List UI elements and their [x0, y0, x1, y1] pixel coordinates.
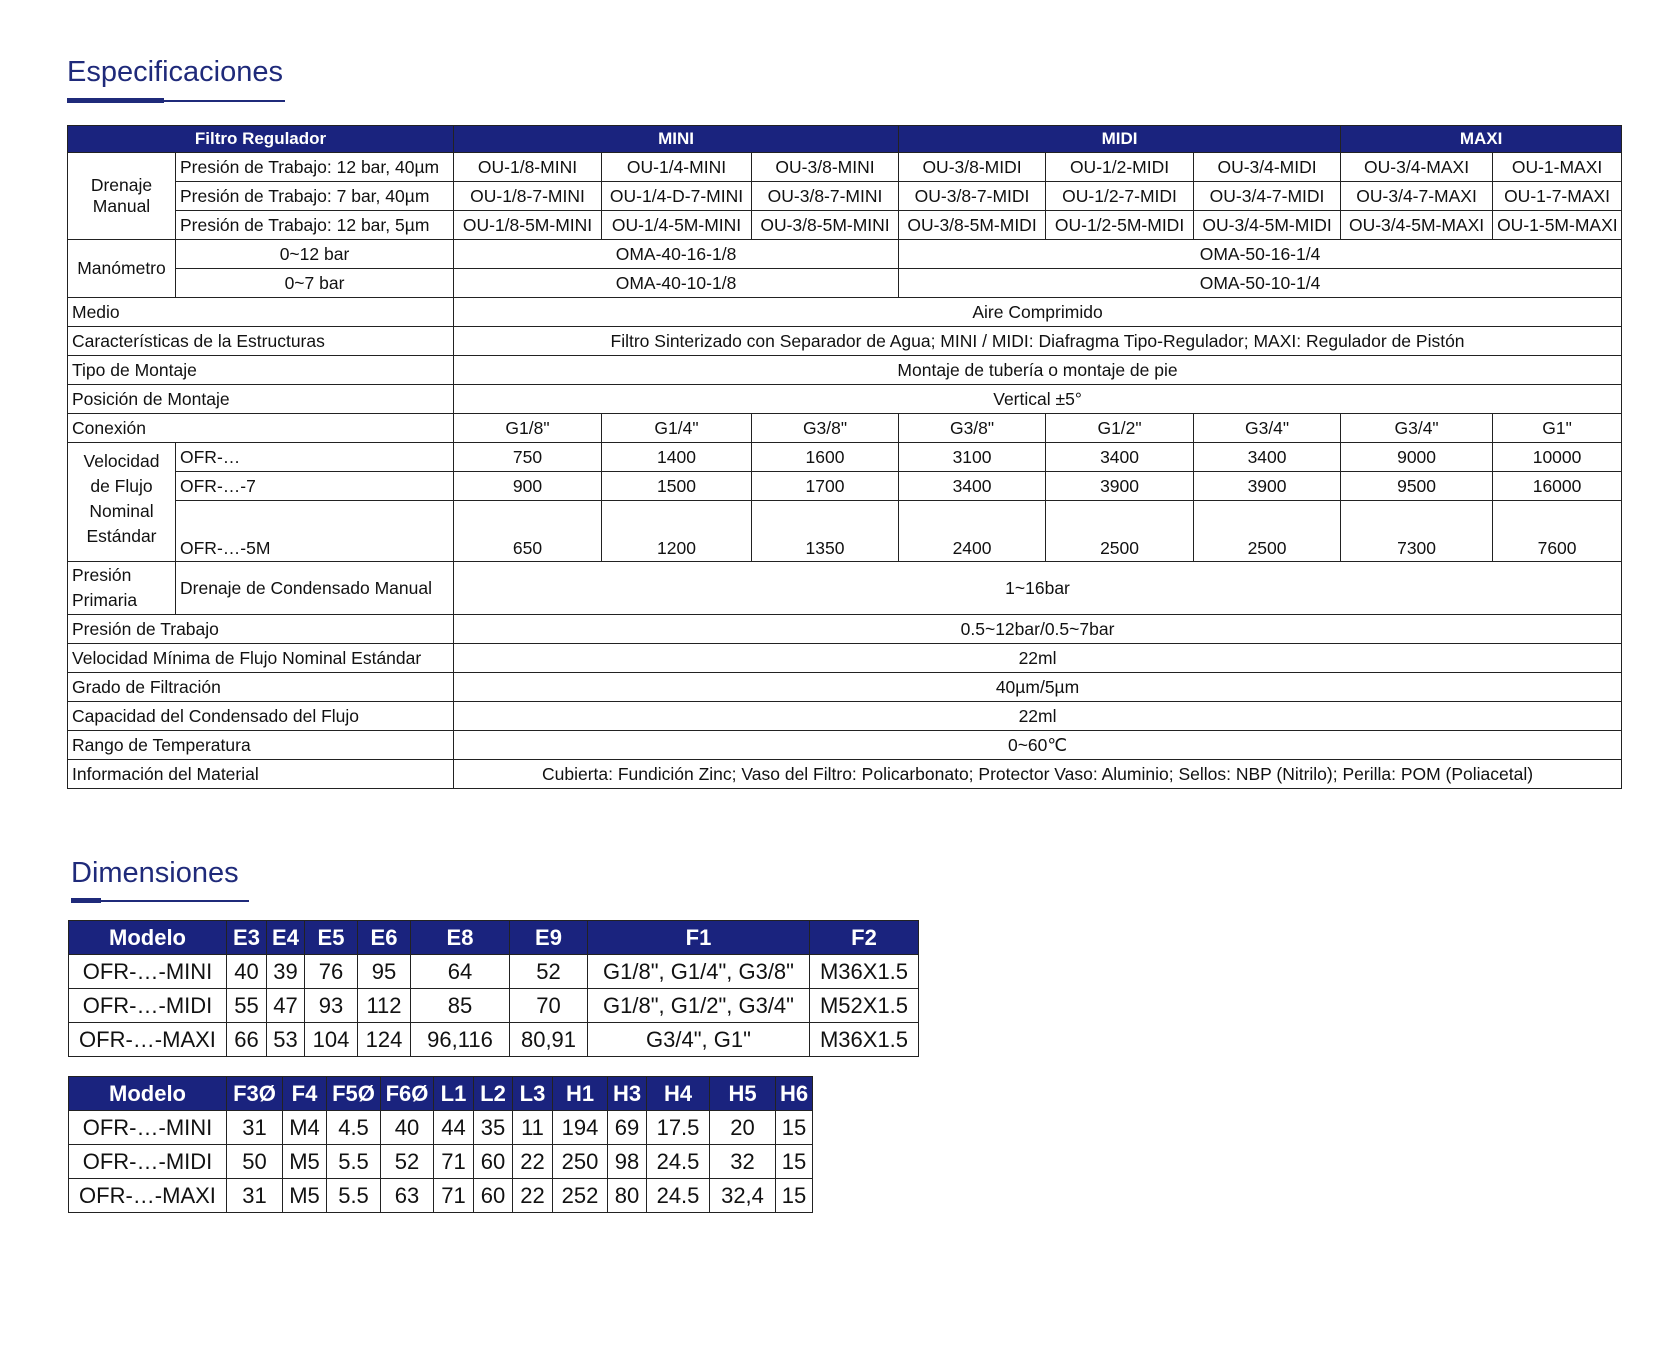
- dim2-cell: 63: [381, 1179, 434, 1213]
- dim2-cell: M5: [283, 1179, 327, 1213]
- dim1-header: E6: [358, 921, 411, 955]
- flow-cell: 1600: [752, 443, 899, 472]
- material-row: [68, 760, 1622, 789]
- dim2-cell: 24.5: [647, 1179, 710, 1213]
- flow-row: [68, 472, 1622, 501]
- drain-cell: OU-3/4-7-MAXI: [1341, 182, 1493, 211]
- dim2-header: F3Ø: [227, 1077, 283, 1111]
- gauge-mini: OMA-40-16-1/8: [454, 240, 899, 269]
- specs-title-underline: [67, 100, 285, 102]
- conexion-cell: G3/8": [899, 414, 1046, 443]
- flow-cell: 1500: [602, 472, 752, 501]
- drain-row: [68, 182, 1622, 211]
- flow-row: [68, 443, 1622, 472]
- drain-cell: OU-1/8-MINI: [454, 153, 602, 182]
- drain-cell: OU-3/4-7-MIDI: [1194, 182, 1341, 211]
- spec-header-row: [68, 126, 1622, 153]
- dim2-cell: 71: [434, 1179, 474, 1213]
- estructura-value: Filtro Sinterizado con Separador de Agua; MINI / MIDI: Diafragma Tipo-Regulador; MAXI: Regulador de Pistón: [454, 327, 1622, 356]
- flow-cell: 750: [454, 443, 602, 472]
- drain-cell: OU-1/2-MIDI: [1046, 153, 1194, 182]
- drain-row: [68, 211, 1622, 240]
- dim2-cell: 15: [776, 1179, 813, 1213]
- dim2-cell: 194: [553, 1111, 608, 1145]
- flow-cell: 3900: [1194, 472, 1341, 501]
- primaria-sub: Drenaje de Condensado Manual: [176, 562, 454, 615]
- posicion-value: Vertical ±5°: [454, 385, 1622, 414]
- flow-cell: 7600: [1493, 501, 1622, 562]
- table-row: [69, 1145, 813, 1179]
- dim2-cell: 35: [474, 1111, 513, 1145]
- conexion-cell: G3/8": [752, 414, 899, 443]
- montaje-value: Montaje de tubería o montaje de pie: [454, 356, 1622, 385]
- conexion-cell: G1/8": [454, 414, 602, 443]
- condensado-label: Capacidad del Condensado del Flujo: [68, 702, 454, 731]
- dim1-cell: 104: [305, 1023, 358, 1057]
- flow-cell: 2500: [1046, 501, 1194, 562]
- dim2-cell: 60: [474, 1179, 513, 1213]
- dims-title-underline: [71, 900, 249, 902]
- drain-row-label: Presión de Trabajo: 12 bar, 5µm: [176, 211, 454, 240]
- conexion-cell: G1/2": [1046, 414, 1194, 443]
- dim2-header: H6: [776, 1077, 813, 1111]
- flow-cell: 900: [454, 472, 602, 501]
- dim2-header: H3: [608, 1077, 647, 1111]
- dim2-header: F4: [283, 1077, 327, 1111]
- dim2-header: H1: [553, 1077, 608, 1111]
- condensado-row: [68, 702, 1622, 731]
- material-label: Información del Material: [68, 760, 454, 789]
- dim1-cell: 39: [267, 955, 305, 989]
- dim1-header: E9: [510, 921, 588, 955]
- flow-cell: 3900: [1046, 472, 1194, 501]
- dim2-cell: 5.5: [327, 1179, 381, 1213]
- dim2-header: L3: [513, 1077, 553, 1111]
- flow-row-label: OFR-…-5M: [176, 501, 454, 562]
- dim2-header: L2: [474, 1077, 513, 1111]
- table-row: [69, 1179, 813, 1213]
- conexion-cell: G1": [1493, 414, 1622, 443]
- dim1-cell: 76: [305, 955, 358, 989]
- dim2-cell: 22: [513, 1179, 553, 1213]
- flow-row-label: OFR-…: [176, 443, 454, 472]
- drain-cell: OU-3/4-MAXI: [1341, 153, 1493, 182]
- dim1-cell: OFR-…-MAXI: [69, 1023, 227, 1057]
- dims-title: Dimensiones: [71, 857, 239, 889]
- filtracion-value: 40µm/5µm: [454, 673, 1622, 702]
- dim2-cell: 32: [710, 1145, 776, 1179]
- drain-cell: OU-3/8-5M-MINI: [752, 211, 899, 240]
- dim2-cell: OFR-…-MAXI: [69, 1179, 227, 1213]
- dim1-cell: M36X1.5: [810, 1023, 919, 1057]
- drain-cell: OU-1/2-7-MIDI: [1046, 182, 1194, 211]
- specs-title: Especificaciones: [67, 56, 283, 88]
- drain-cell: OU-1/4-MINI: [602, 153, 752, 182]
- dim2-cell: OFR-…-MIDI: [69, 1145, 227, 1179]
- flow-cell: 2500: [1194, 501, 1341, 562]
- dim2-header-row: [69, 1077, 813, 1111]
- filtracion-row: [68, 673, 1622, 702]
- flow-cell: 1400: [602, 443, 752, 472]
- gauge-midi-maxi: OMA-50-16-1/4: [899, 240, 1622, 269]
- dim2-cell: 252: [553, 1179, 608, 1213]
- estructura-label: Características de la Estructuras: [68, 327, 454, 356]
- flow-cell: 7300: [1341, 501, 1493, 562]
- flow-cell: 1700: [752, 472, 899, 501]
- gauge-range: 0~7 bar: [176, 269, 454, 298]
- flow-cell: 1350: [752, 501, 899, 562]
- dim2-cell: 52: [381, 1145, 434, 1179]
- dim1-cell: 47: [267, 989, 305, 1023]
- gauge-row: [68, 269, 1622, 298]
- dim1-cell: 52: [510, 955, 588, 989]
- dim1-cell: 85: [411, 989, 510, 1023]
- medio-label: Medio: [68, 298, 454, 327]
- montaje-row: [68, 356, 1622, 385]
- posicion-label: Posición de Montaje: [68, 385, 454, 414]
- dim2-header: H5: [710, 1077, 776, 1111]
- drain-cell: OU-1-7-MAXI: [1493, 182, 1622, 211]
- flow-cell: 3400: [1046, 443, 1194, 472]
- dim1-header: E3: [227, 921, 267, 955]
- drain-row: [68, 153, 1622, 182]
- flow-label: Velocidad de Flujo Nominal Estándar: [68, 443, 176, 562]
- primaria-label: Presión Primaria: [68, 562, 176, 615]
- dim2-cell: 32,4: [710, 1179, 776, 1213]
- conexion-label: Conexión: [68, 414, 454, 443]
- dim2-header: L1: [434, 1077, 474, 1111]
- dim1-cell: 55: [227, 989, 267, 1023]
- dim1-cell: 96,116: [411, 1023, 510, 1057]
- dim1-header: F2: [810, 921, 919, 955]
- minflujo-label: Velocidad Mínima de Flujo Nominal Estándar: [68, 644, 454, 673]
- flow-cell: 3400: [899, 472, 1046, 501]
- flow-row: [68, 501, 1622, 562]
- dim2-cell: 80: [608, 1179, 647, 1213]
- dim2-cell: 44: [434, 1111, 474, 1145]
- dim1-cell: OFR-…-MINI: [69, 955, 227, 989]
- dim1-cell: M52X1.5: [810, 989, 919, 1023]
- conexion-row: [68, 414, 1622, 443]
- temperatura-row: [68, 731, 1622, 760]
- flow-cell: 2400: [899, 501, 1046, 562]
- temperatura-value: 0~60℃: [454, 731, 1622, 760]
- temperatura-label: Rango de Temperatura: [68, 731, 454, 760]
- dim1-cell: 80,91: [510, 1023, 588, 1057]
- dim1-header: F1: [588, 921, 810, 955]
- drain-label: Drenaje Manual: [68, 153, 176, 240]
- dim2-cell: OFR-…-MINI: [69, 1111, 227, 1145]
- dim1-header-row: [69, 921, 919, 955]
- dim1-cell: 112: [358, 989, 411, 1023]
- dim2-cell: 71: [434, 1145, 474, 1179]
- dim1-cell: 124: [358, 1023, 411, 1057]
- flow-cell: 9500: [1341, 472, 1493, 501]
- dim1-header: E5: [305, 921, 358, 955]
- dim2-cell: M4: [283, 1111, 327, 1145]
- dim1-header: E4: [267, 921, 305, 955]
- dim1-cell: 70: [510, 989, 588, 1023]
- dim1-cell: OFR-…-MIDI: [69, 989, 227, 1023]
- medio-row: [68, 298, 1622, 327]
- dim1-cell: 40: [227, 955, 267, 989]
- dim1-cell: 66: [227, 1023, 267, 1057]
- minflujo-row: [68, 644, 1622, 673]
- flow-cell: 3400: [1194, 443, 1341, 472]
- dim2-cell: 15: [776, 1145, 813, 1179]
- drain-cell: OU-3/8-7-MIDI: [899, 182, 1046, 211]
- drain-row-label: Presión de Trabajo: 7 bar, 40µm: [176, 182, 454, 211]
- dim1-cell: M36X1.5: [810, 955, 919, 989]
- drain-cell: OU-1-MAXI: [1493, 153, 1622, 182]
- gauge-mini: OMA-40-10-1/8: [454, 269, 899, 298]
- primaria-row: [68, 562, 1622, 615]
- minflujo-value: 22ml: [454, 644, 1622, 673]
- dim2-cell: 24.5: [647, 1145, 710, 1179]
- dim2-cell: 60: [474, 1145, 513, 1179]
- drain-cell: OU-1/4-5M-MINI: [602, 211, 752, 240]
- drain-cell: OU-1/8-7-MINI: [454, 182, 602, 211]
- dim1-cell: 95: [358, 955, 411, 989]
- dim2-cell: 4.5: [327, 1111, 381, 1145]
- dim2-cell: 40: [381, 1111, 434, 1145]
- dim2-header: H4: [647, 1077, 710, 1111]
- table-row: [69, 955, 919, 989]
- dim1-cell: G3/4", G1": [588, 1023, 810, 1057]
- dim1-cell: G1/8", G1/2", G3/4": [588, 989, 810, 1023]
- montaje-label: Tipo de Montaje: [68, 356, 454, 385]
- header-midi: MIDI: [899, 126, 1341, 153]
- dim1-cell: 93: [305, 989, 358, 1023]
- dim2-cell: 69: [608, 1111, 647, 1145]
- header-filtro-regulador: Filtro Regulador: [68, 126, 454, 153]
- table-row: [69, 1023, 919, 1057]
- dim1-cell: 53: [267, 1023, 305, 1057]
- flow-row-label: OFR-…-7: [176, 472, 454, 501]
- drain-cell: OU-3/4-5M-MAXI: [1341, 211, 1493, 240]
- gauge-range: 0~12 bar: [176, 240, 454, 269]
- dim1-cell: G1/8", G1/4", G3/8": [588, 955, 810, 989]
- trabajo-label: Presión de Trabajo: [68, 615, 454, 644]
- estructura-row: [68, 327, 1622, 356]
- dim2-cell: 31: [227, 1179, 283, 1213]
- dim2-cell: 250: [553, 1145, 608, 1179]
- dim2-cell: 50: [227, 1145, 283, 1179]
- drain-cell: OU-1/2-5M-MIDI: [1046, 211, 1194, 240]
- dim2-cell: 17.5: [647, 1111, 710, 1145]
- dim2-header: Modelo: [69, 1077, 227, 1111]
- drain-cell: OU-1-5M-MAXI: [1493, 211, 1622, 240]
- drain-cell: OU-3/4-5M-MIDI: [1194, 211, 1341, 240]
- conexion-cell: G1/4": [602, 414, 752, 443]
- conexion-cell: G3/4": [1341, 414, 1493, 443]
- trabajo-value: 0.5~12bar/0.5~7bar: [454, 615, 1622, 644]
- drain-cell: OU-3/4-MIDI: [1194, 153, 1341, 182]
- drain-cell: OU-1/4-D-7-MINI: [602, 182, 752, 211]
- drain-cell: OU-3/8-5M-MIDI: [899, 211, 1046, 240]
- gauge-midi-maxi: OMA-50-10-1/4: [899, 269, 1622, 298]
- primaria-value: 1~16bar: [454, 562, 1622, 615]
- flow-cell: 16000: [1493, 472, 1622, 501]
- posicion-row: [68, 385, 1622, 414]
- dim2-cell: 31: [227, 1111, 283, 1145]
- filtracion-label: Grado de Filtración: [68, 673, 454, 702]
- dim2-cell: 98: [608, 1145, 647, 1179]
- dim2-cell: 15: [776, 1111, 813, 1145]
- flow-cell: 3100: [899, 443, 1046, 472]
- material-value: Cubierta: Fundición Zinc; Vaso del Filtro: Policarbonato; Protector Vaso: Aluminio; Sellos: NBP (Nitrilo); Perilla: POM (Poliacetal): [454, 760, 1622, 789]
- gauge-label: Manómetro: [68, 240, 176, 298]
- flow-cell: 10000: [1493, 443, 1622, 472]
- table-row: [69, 1111, 813, 1145]
- dim1-header: E8: [411, 921, 510, 955]
- header-maxi: MAXI: [1341, 126, 1622, 153]
- condensado-value: 22ml: [454, 702, 1622, 731]
- header-mini: MINI: [454, 126, 899, 153]
- flow-cell: 1200: [602, 501, 752, 562]
- medio-value: Aire Comprimido: [454, 298, 1622, 327]
- gauge-row: [68, 240, 1622, 269]
- drain-cell: OU-3/8-MIDI: [899, 153, 1046, 182]
- conexion-cell: G3/4": [1194, 414, 1341, 443]
- dim2-header: F6Ø: [381, 1077, 434, 1111]
- dim2-header: F5Ø: [327, 1077, 381, 1111]
- dimensions-table-2: [68, 1076, 813, 1213]
- flow-cell: 9000: [1341, 443, 1493, 472]
- dim2-cell: M5: [283, 1145, 327, 1179]
- drain-cell: OU-3/8-7-MINI: [752, 182, 899, 211]
- drain-cell: OU-3/8-MINI: [752, 153, 899, 182]
- specifications-table: [67, 125, 1622, 789]
- dim2-cell: 11: [513, 1111, 553, 1145]
- dim2-cell: 22: [513, 1145, 553, 1179]
- table-row: [69, 989, 919, 1023]
- dim2-cell: 20: [710, 1111, 776, 1145]
- dim1-cell: 64: [411, 955, 510, 989]
- dim1-header: Modelo: [69, 921, 227, 955]
- dim2-cell: 5.5: [327, 1145, 381, 1179]
- dimensions-table-1: [68, 920, 919, 1057]
- drain-cell: OU-1/8-5M-MINI: [454, 211, 602, 240]
- drain-row-label: Presión de Trabajo: 12 bar, 40µm: [176, 153, 454, 182]
- trabajo-row: [68, 615, 1622, 644]
- flow-cell: 650: [454, 501, 602, 562]
